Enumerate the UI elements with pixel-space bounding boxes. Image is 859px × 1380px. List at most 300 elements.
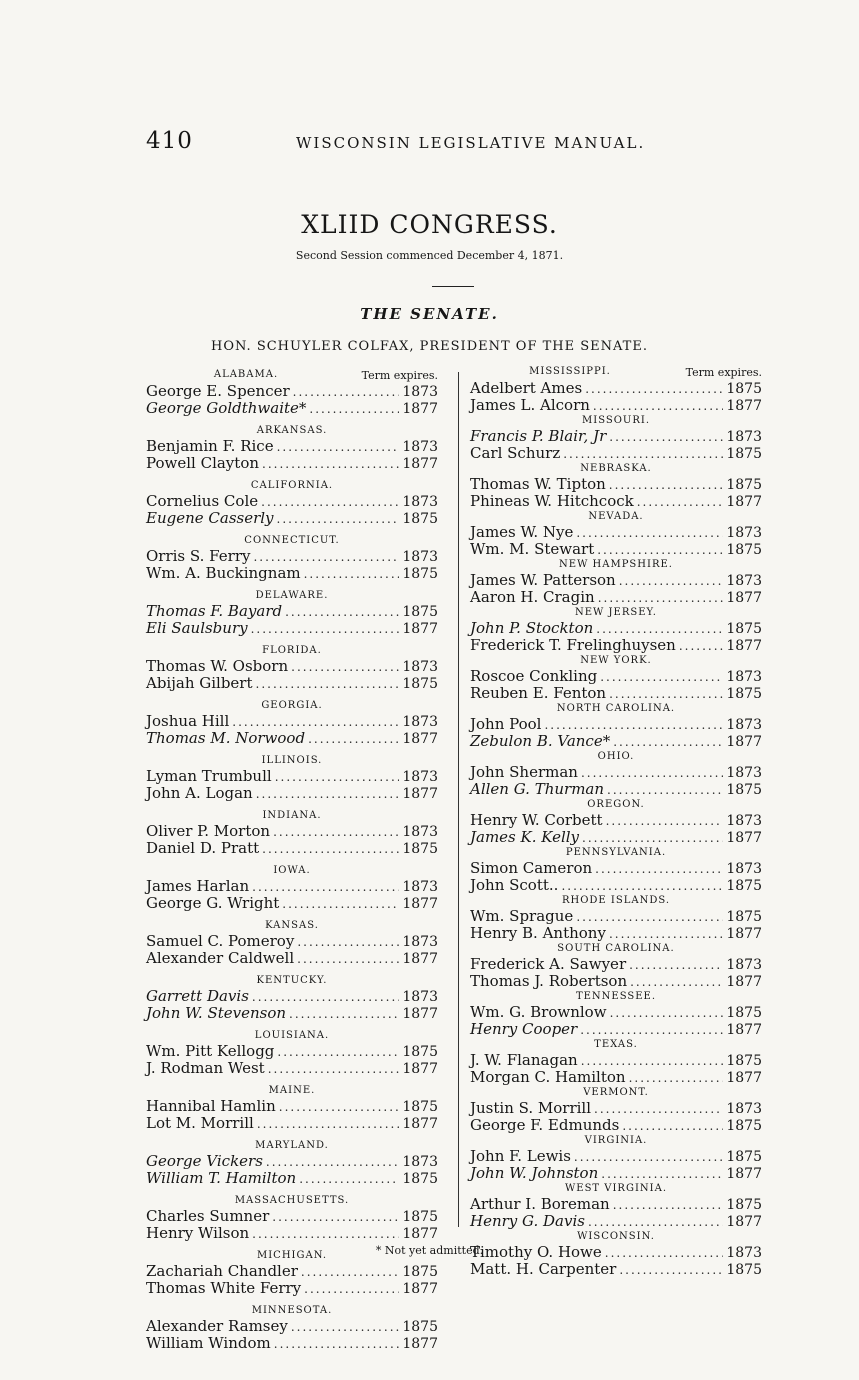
senators-column-left	[146, 369, 438, 1352]
senator-name: Timothy O. Howe	[470, 1243, 602, 1261]
state-heading: OHIO.	[597, 751, 635, 762]
senator-row	[470, 925, 762, 942]
term-year: 1877	[726, 1022, 762, 1038]
dot-leader	[252, 989, 399, 1005]
senator-row	[146, 438, 438, 455]
senator-row	[470, 397, 762, 414]
dot-leader	[262, 456, 399, 472]
column-header	[146, 369, 438, 383]
senator-name: Lyman Trumbull	[146, 767, 272, 785]
senator-name: Simon Cameron	[470, 859, 593, 877]
state-heading: MARYLAND.	[255, 1140, 329, 1151]
term-year: 1873	[726, 813, 762, 829]
term-year: 1873	[726, 717, 762, 733]
term-year: 1875	[726, 446, 762, 462]
senator-row	[146, 603, 438, 620]
senator-name: James L. Alcorn	[470, 396, 590, 414]
term-year: 1873	[402, 1154, 438, 1170]
dot-leader	[277, 439, 400, 455]
column-divider	[458, 372, 459, 1227]
senator-row	[146, 823, 438, 840]
term-year: 1873	[402, 494, 438, 510]
senator-row	[146, 1153, 438, 1170]
term-year: 1877	[402, 401, 438, 417]
senator-name: Wm. G. Brownlow	[470, 1003, 607, 1021]
state-heading: RHODE ISLANDS.	[561, 895, 671, 906]
senator-name: Justin S. Morrill	[470, 1099, 592, 1117]
dot-leader	[619, 1262, 723, 1278]
term-year: 1877	[726, 494, 762, 510]
senator-row	[146, 565, 438, 582]
term-year: 1873	[726, 1101, 762, 1117]
state-heading: NEW JERSEY.	[575, 607, 657, 618]
senator-name: Benjamin F. Rice	[146, 437, 274, 455]
term-year: 1875	[726, 1005, 762, 1021]
senator-name: Reuben E. Fenton	[470, 684, 607, 702]
senator-row	[146, 1263, 438, 1280]
state-heading: WEST VIRGINIA.	[564, 1183, 668, 1194]
senator-name: John P. Stockton	[470, 619, 594, 637]
senator-row	[146, 658, 438, 675]
term-year: 1877	[726, 1166, 762, 1182]
senator-name: Allen G. Thurman	[470, 780, 605, 798]
term-year: 1877	[402, 1061, 438, 1077]
term-year: 1875	[726, 621, 762, 637]
senator-name: John W. Stevenson	[146, 1004, 287, 1022]
term-year: 1873	[402, 824, 438, 840]
term-year: 1873	[726, 765, 762, 781]
senator-row	[146, 493, 438, 510]
title-rule	[432, 286, 474, 287]
senator-row	[470, 493, 762, 510]
senator-name: Roscoe Conkling	[470, 667, 598, 685]
running-title: WISCONSIN LEGISLATIVE MANUAL.	[296, 134, 646, 152]
senator-name: Orris S. Ferry	[146, 547, 251, 565]
dot-leader	[293, 384, 400, 400]
dot-leader	[274, 1336, 400, 1352]
dot-leader	[582, 830, 723, 846]
term-year: 1877	[402, 1006, 438, 1022]
term-year: 1875	[726, 909, 762, 925]
senator-row	[470, 908, 762, 925]
senator-row	[146, 1208, 438, 1225]
dot-leader	[576, 909, 723, 925]
senator-name: James Harlan	[146, 877, 250, 895]
page-number: 410	[146, 128, 193, 154]
footnote: * Not yet admitted.	[375, 1244, 484, 1257]
term-year: 1873	[726, 957, 762, 973]
term-year: 1877	[726, 398, 762, 414]
term-year: 1875	[726, 686, 762, 702]
senator-row	[470, 716, 762, 733]
term-year: 1873	[726, 429, 762, 445]
term-year: 1875	[402, 566, 438, 582]
term-year: 1877	[726, 1214, 762, 1230]
dot-leader	[304, 566, 400, 582]
senator-row	[470, 1021, 762, 1038]
senator-name: George Vickers	[146, 1152, 263, 1170]
dot-leader	[253, 549, 399, 565]
term-year: 1875	[402, 1044, 438, 1060]
dot-leader	[285, 604, 399, 620]
state-heading: NEBRASKA.	[580, 463, 652, 474]
dot-leader	[609, 686, 723, 702]
term-year: 1877	[402, 1281, 438, 1297]
senator-name: Thomas W. Osborn	[146, 657, 289, 675]
senator-name: Francis P. Blair, Jr	[470, 427, 607, 445]
senator-row	[146, 840, 438, 857]
senator-name: Zachariah Chandler	[146, 1262, 298, 1280]
term-year: 1877	[402, 1116, 438, 1132]
term-year: 1877	[402, 621, 438, 637]
senator-row	[470, 476, 762, 493]
senator-row	[146, 895, 438, 912]
dot-leader	[607, 782, 723, 798]
dot-leader	[232, 714, 399, 730]
state-heading: NEVADA.	[588, 511, 644, 522]
senator-row	[146, 768, 438, 785]
term-year: 1873	[402, 659, 438, 675]
dot-leader	[252, 879, 399, 895]
column-header	[470, 366, 762, 380]
senator-row	[470, 1261, 762, 1278]
dot-leader	[282, 896, 399, 912]
senator-row	[470, 973, 762, 990]
dot-leader	[581, 765, 723, 781]
senator-row	[470, 620, 762, 637]
senator-row	[470, 764, 762, 781]
term-year: 1875	[402, 511, 438, 527]
state-heading: KANSAS.	[265, 920, 319, 931]
dot-leader	[609, 429, 723, 445]
term-year: 1873	[402, 769, 438, 785]
senator-row	[470, 877, 762, 894]
senator-row	[146, 785, 438, 802]
senator-name: Phineas W. Hitchcock	[470, 492, 634, 510]
dot-leader	[251, 621, 400, 637]
senator-row	[146, 988, 438, 1005]
senator-row	[146, 675, 438, 692]
senator-name: Abijah Gilbert	[146, 674, 253, 692]
senator-name: Thomas F. Bayard	[146, 602, 283, 620]
term-year: 1875	[726, 542, 762, 558]
senator-name: Daniel D. Pratt	[146, 839, 260, 857]
dot-leader	[256, 676, 400, 692]
state-heading: NEW YORK.	[580, 655, 652, 666]
senator-name: Henry B. Anthony	[470, 924, 606, 942]
term-year: 1877	[402, 951, 438, 967]
senator-row	[470, 524, 762, 541]
term-year: 1875	[402, 1209, 438, 1225]
state-heading: CONNECTICUT.	[244, 535, 340, 546]
dot-leader	[262, 841, 399, 857]
senator-name: James K. Kelly	[470, 828, 580, 846]
dot-leader	[606, 813, 724, 829]
term-year: 1877	[402, 1336, 438, 1352]
term-year: 1875	[726, 381, 762, 397]
dot-leader	[601, 1166, 723, 1182]
senator-name: Carl Schurz	[470, 444, 561, 462]
dot-leader	[630, 974, 723, 990]
senator-row	[146, 1335, 438, 1352]
senator-name: Cornelius Cole	[146, 492, 259, 510]
session-line: Second Session commenced December 4, 1871.	[295, 249, 564, 262]
senator-row	[146, 1098, 438, 1115]
senator-name: Wm. Sprague	[470, 907, 574, 925]
term-year: 1875	[402, 1099, 438, 1115]
senator-name: Wm. Pitt Kellogg	[146, 1042, 275, 1060]
term-year: 1875	[402, 1171, 438, 1187]
senator-name: Zebulon B. Vance*	[470, 732, 611, 750]
state-heading: TENNESSEE.	[575, 991, 657, 1002]
senator-name: George G. Wright	[146, 894, 280, 912]
state-heading: INDIANA.	[262, 810, 322, 821]
dot-leader	[291, 1319, 400, 1335]
state-heading: CALIFORNIA.	[250, 480, 334, 491]
senator-name: Arthur I. Boreman	[470, 1195, 610, 1213]
senator-name: George Goldthwaite*	[146, 399, 307, 417]
state-heading: SOUTH CAROLINA.	[557, 943, 675, 954]
term-year: 1877	[726, 1070, 762, 1086]
state-heading: MAINE.	[268, 1085, 316, 1096]
term-year: 1877	[726, 926, 762, 942]
dot-leader	[600, 669, 723, 685]
dot-leader	[291, 659, 399, 675]
senator-row	[470, 733, 762, 750]
state-heading: ALABAMA.	[213, 369, 279, 380]
senator-name: Thomas M. Norwood	[146, 729, 306, 747]
dot-leader	[561, 878, 723, 894]
dot-leader	[585, 381, 723, 397]
term-year: 1877	[402, 896, 438, 912]
dot-leader	[613, 1197, 724, 1213]
senator-row	[470, 380, 762, 397]
senator-row	[470, 829, 762, 846]
dot-leader	[289, 1006, 399, 1022]
state-heading: ARKANSAS.	[256, 425, 328, 436]
senator-row	[146, 950, 438, 967]
state-heading: PENNSYLVANIA.	[565, 847, 667, 858]
state-heading: MASSACHUSETTS.	[234, 1195, 350, 1206]
senator-name: Oliver P. Morton	[146, 822, 271, 840]
state-heading: OREGON.	[587, 799, 645, 810]
term-year: 1873	[402, 384, 438, 400]
senator-name: John Scott..	[470, 876, 559, 894]
term-year: 1875	[726, 1149, 762, 1165]
dot-leader	[595, 861, 723, 877]
senator-row	[146, 383, 438, 400]
dot-leader	[597, 542, 723, 558]
term-year: 1873	[726, 573, 762, 589]
senator-row	[470, 812, 762, 829]
term-expires-label: Term expires.	[361, 369, 438, 382]
dot-leader	[619, 573, 724, 589]
senator-name: George E. Spencer	[146, 382, 290, 400]
senator-row	[146, 1060, 438, 1077]
senator-name: Wm. A. Buckingnam	[146, 564, 301, 582]
dot-leader	[596, 621, 723, 637]
senator-name: Adelbert Ames	[470, 379, 583, 397]
state-heading: VERMONT.	[583, 1087, 649, 1098]
senator-row	[470, 668, 762, 685]
term-year: 1875	[726, 1118, 762, 1134]
dot-leader	[261, 494, 399, 510]
term-year: 1873	[402, 934, 438, 950]
senator-name: Frederick T. Frelinghuysen	[470, 636, 676, 654]
senator-row	[146, 1170, 438, 1187]
senator-name: Matt. H. Carpenter	[470, 1260, 617, 1278]
dot-leader	[544, 717, 723, 733]
state-heading: FLORIDA.	[262, 645, 322, 656]
senator-row	[470, 781, 762, 798]
senator-row	[470, 1004, 762, 1021]
dot-leader	[277, 511, 400, 527]
dot-leader	[309, 401, 399, 417]
senator-row	[470, 1165, 762, 1182]
dot-leader	[598, 590, 724, 606]
senator-name: J. W. Flanagan	[470, 1051, 578, 1069]
dot-leader	[272, 1209, 399, 1225]
dot-leader	[266, 1154, 399, 1170]
senator-name: Hannibal Hamlin	[146, 1097, 276, 1115]
state-heading: KENTUCKY.	[256, 975, 328, 986]
term-year: 1873	[402, 714, 438, 730]
term-year: 1873	[726, 861, 762, 877]
dot-leader	[613, 734, 723, 750]
dot-leader	[629, 957, 723, 973]
dot-leader	[593, 398, 723, 414]
senator-row	[470, 956, 762, 973]
senator-name: William T. Hamilton	[146, 1169, 297, 1187]
dot-leader	[580, 1022, 723, 1038]
state-heading: MISSOURI.	[582, 415, 650, 426]
senator-row	[470, 572, 762, 589]
dot-leader	[594, 1101, 723, 1117]
term-year: 1875	[726, 1197, 762, 1213]
term-year: 1873	[726, 669, 762, 685]
senator-row	[146, 400, 438, 417]
term-year: 1873	[402, 549, 438, 565]
senator-name: James W. Nye	[470, 523, 574, 541]
senator-row	[146, 1280, 438, 1297]
senator-name: John F. Lewis	[470, 1147, 571, 1165]
term-year: 1877	[402, 456, 438, 472]
term-year: 1875	[402, 1264, 438, 1280]
senator-row	[470, 541, 762, 558]
state-heading: VIRGINIA.	[584, 1135, 648, 1146]
term-year: 1873	[726, 1245, 762, 1261]
term-year: 1873	[726, 525, 762, 541]
dot-leader	[273, 824, 399, 840]
dot-leader	[574, 1149, 723, 1165]
state-heading: MISSISSIPPI.	[529, 366, 611, 377]
dot-leader	[588, 1214, 723, 1230]
senator-name: Alexander Ramsey	[146, 1317, 288, 1335]
senator-name: Henry W. Corbett	[470, 811, 603, 829]
senator-name: Charles Sumner	[146, 1207, 270, 1225]
senator-name: John W. Johnston	[470, 1164, 599, 1182]
term-year: 1875	[402, 1319, 438, 1335]
dot-leader	[297, 951, 399, 967]
president-line: HON. SCHUYLER COLFAX, PRESIDENT OF THE SENATE.	[211, 339, 648, 354]
state-heading: GEORGIA.	[261, 700, 323, 711]
senator-name: Frederick A. Sawyer	[470, 955, 627, 973]
senator-row	[146, 1225, 438, 1242]
senate-title: THE SENATE.	[360, 305, 499, 323]
senator-name: Thomas J. Robertson	[470, 972, 628, 990]
senator-name: James W. Patterson	[470, 571, 616, 589]
term-year: 1877	[726, 590, 762, 606]
senator-row	[146, 1043, 438, 1060]
dot-leader	[679, 638, 724, 654]
dot-leader	[301, 1264, 399, 1280]
state-heading: MINNESOTA.	[251, 1305, 333, 1316]
senator-name: Aaron H. Cragin	[470, 588, 595, 606]
dot-leader	[257, 1116, 400, 1132]
senator-row	[470, 1213, 762, 1230]
senator-row	[470, 1052, 762, 1069]
term-year: 1873	[402, 989, 438, 1005]
dot-leader	[279, 1099, 400, 1115]
state-heading: WISCONSIN.	[577, 1231, 655, 1242]
state-heading: MICHIGAN.	[256, 1250, 327, 1261]
senator-name: Alexander Caldwell	[146, 949, 295, 967]
senator-row	[146, 548, 438, 565]
term-year: 1875	[726, 878, 762, 894]
term-year: 1877	[726, 830, 762, 846]
senator-name: Thomas W. Tipton	[470, 475, 606, 493]
senator-name: John Pool	[470, 715, 542, 733]
dot-leader	[622, 1118, 723, 1134]
term-year: 1875	[726, 782, 762, 798]
dot-leader	[299, 1171, 399, 1187]
dot-leader	[581, 1053, 724, 1069]
senator-row	[470, 685, 762, 702]
dot-leader	[637, 494, 724, 510]
senator-name: Samuel C. Pomeroy	[146, 932, 295, 950]
senator-name: Eli Saulsbury	[146, 619, 248, 637]
senator-row	[146, 1005, 438, 1022]
term-year: 1875	[726, 1053, 762, 1069]
state-heading: DELAWARE.	[255, 590, 329, 601]
state-heading: IOWA.	[273, 865, 311, 876]
dot-leader	[576, 525, 723, 541]
senator-name: Thomas White Ferry	[146, 1279, 302, 1297]
senator-row	[146, 1115, 438, 1132]
dot-leader	[275, 769, 400, 785]
term-year: 1875	[726, 477, 762, 493]
senator-row	[470, 445, 762, 462]
term-year: 1873	[402, 879, 438, 895]
state-heading: TEXAS.	[594, 1039, 638, 1050]
term-year: 1875	[726, 1262, 762, 1278]
term-year: 1877	[402, 1226, 438, 1242]
senator-row	[146, 1318, 438, 1335]
dot-leader	[297, 934, 399, 950]
senator-name: Henry G. Davis	[470, 1212, 585, 1230]
senators-column-right	[470, 366, 762, 1278]
dot-leader	[629, 1070, 724, 1086]
senator-row	[470, 1196, 762, 1213]
senator-name: Lot M. Morrill	[146, 1114, 254, 1132]
senator-row	[146, 933, 438, 950]
dot-leader	[256, 786, 400, 802]
term-year: 1877	[726, 638, 762, 654]
senator-row	[146, 455, 438, 472]
senator-name: John A. Logan	[146, 784, 253, 802]
senator-name: John Sherman	[470, 763, 578, 781]
state-heading: NORTH CAROLINA.	[556, 703, 676, 714]
